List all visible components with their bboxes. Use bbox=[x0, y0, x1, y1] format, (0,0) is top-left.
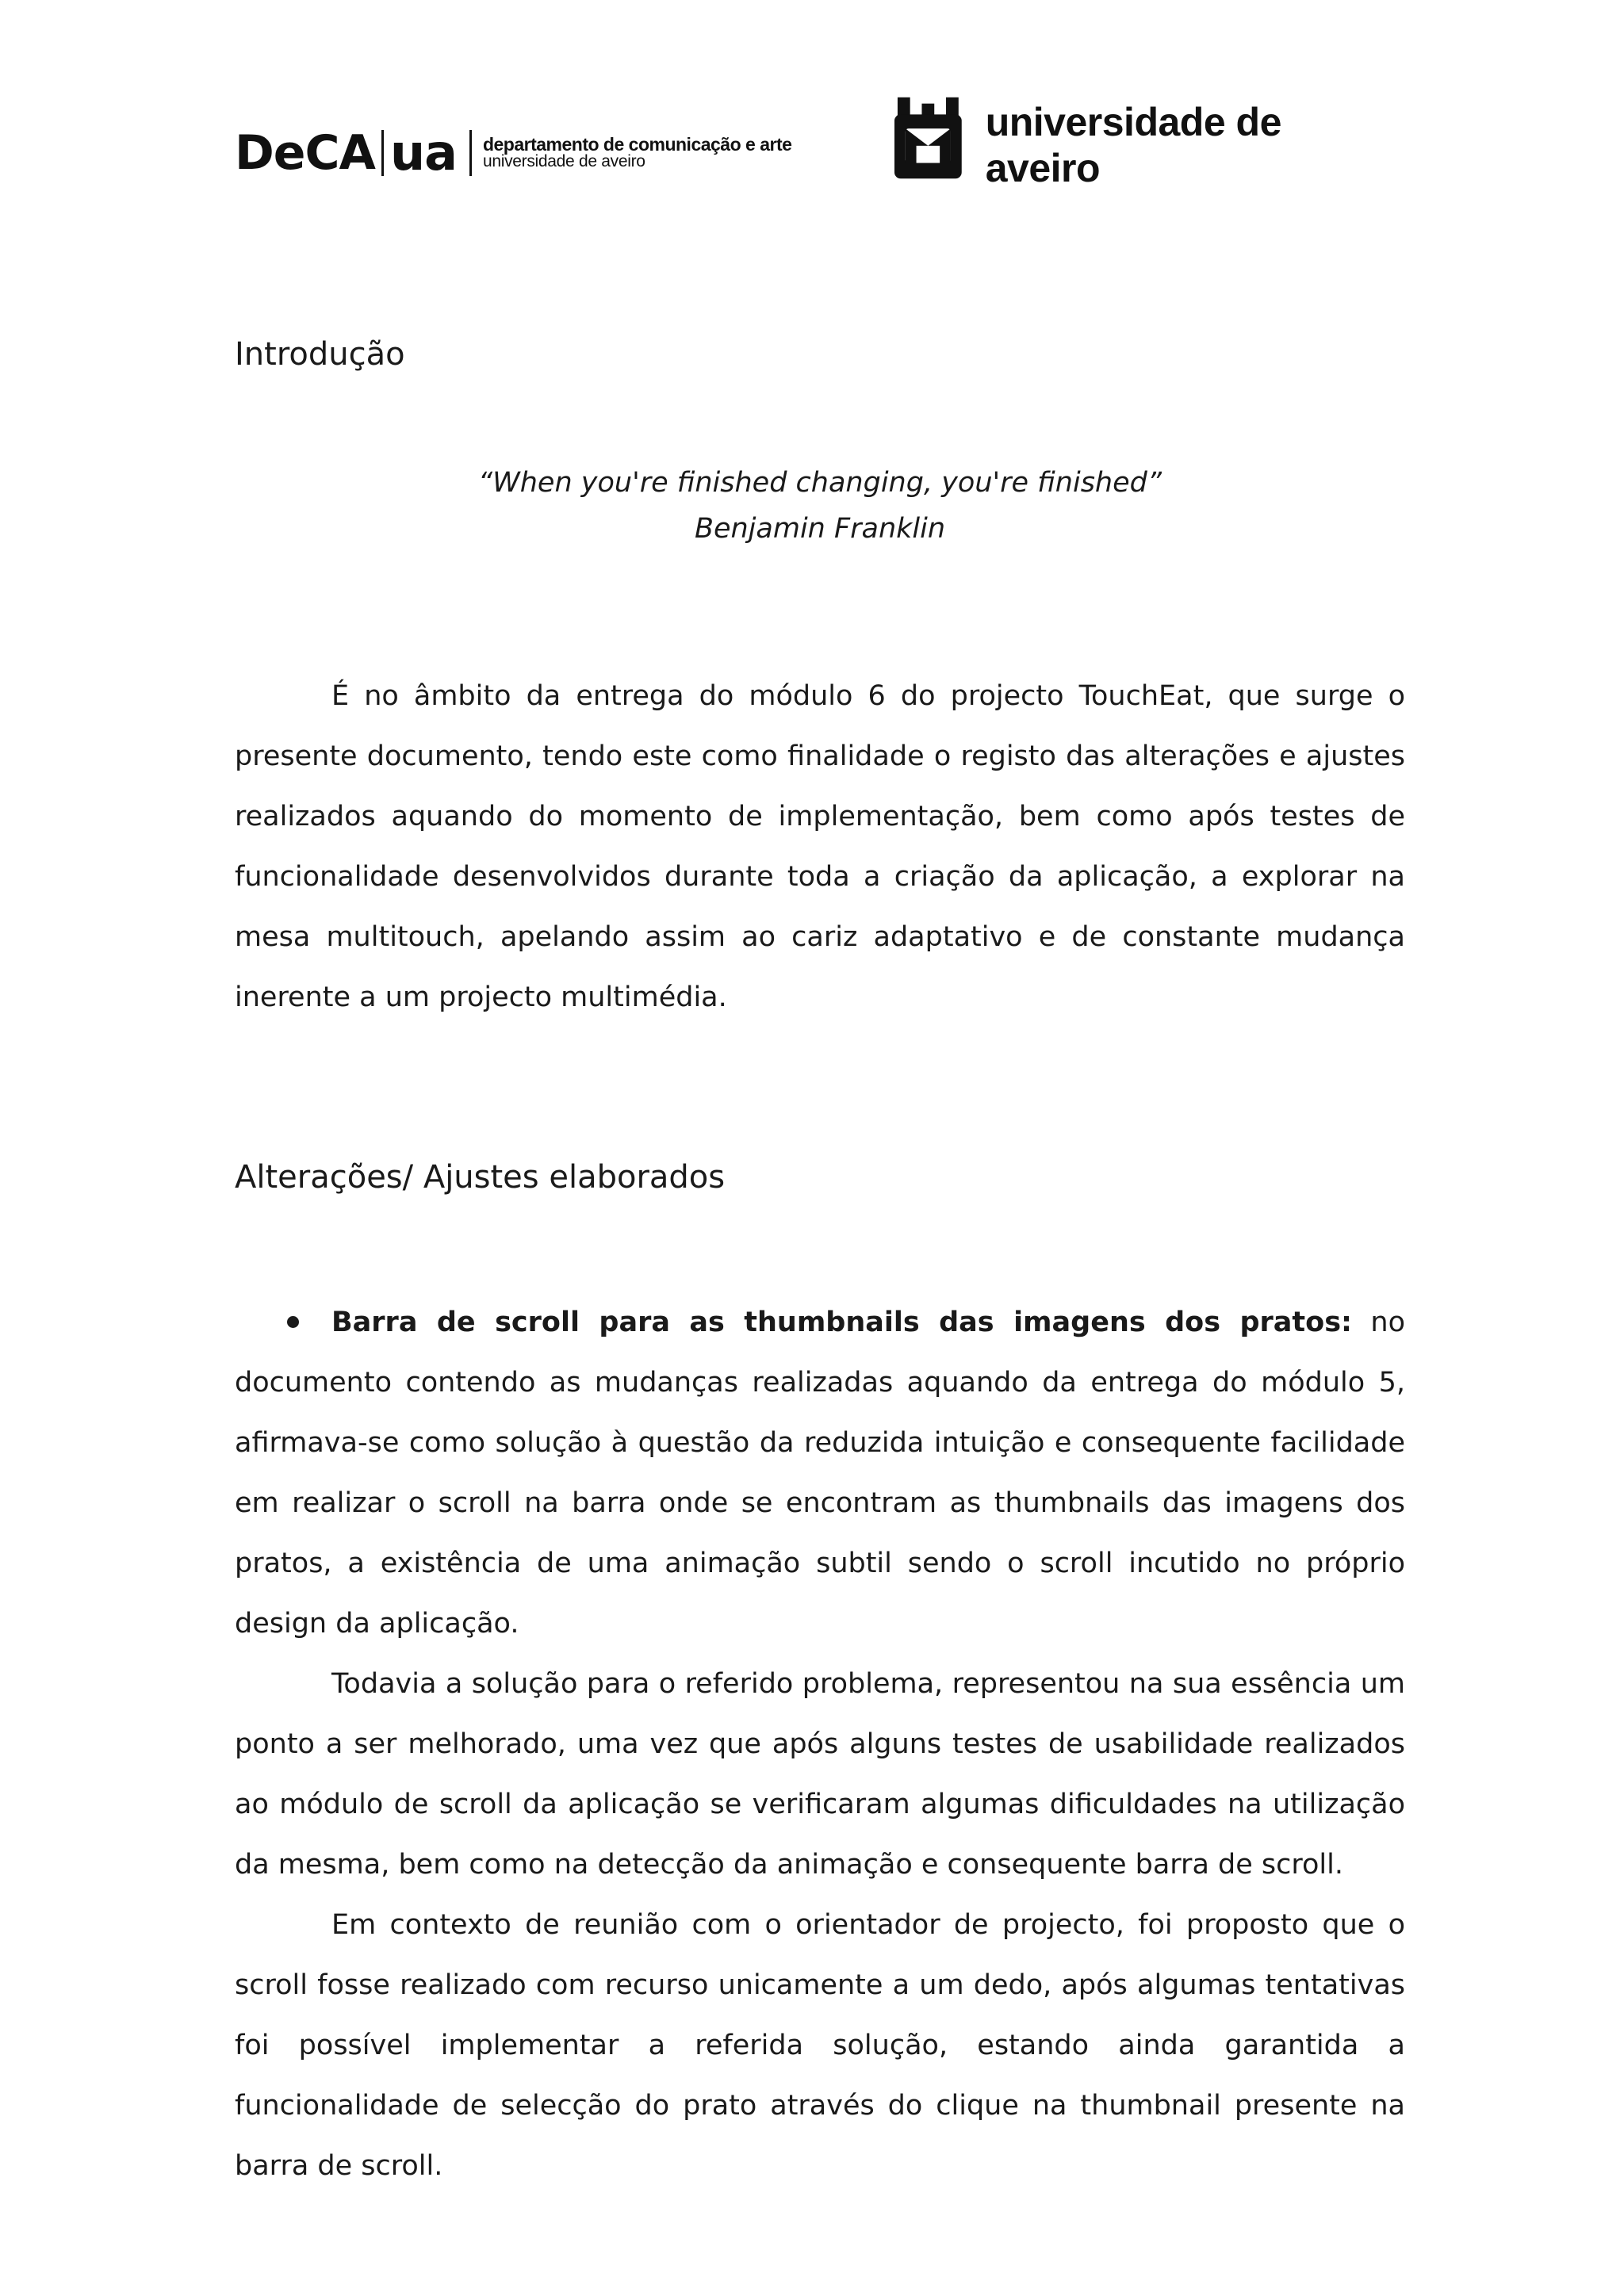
university-small-name: universidade de aveiro bbox=[482, 152, 645, 170]
deca-subtext bbox=[483, 136, 791, 170]
ua-castle-emblem-icon bbox=[893, 97, 963, 179]
university-name: universidade de aveiro bbox=[985, 100, 1281, 190]
paragraph-3: Em contexto de reunião com o orientador de projecto, foi proposto que o scroll fosse realizado com recurso unicamente a um dedo, após algumas tentativas foi possível implementar a referida solução, estando ainda garantida a funcionalidade de selecção do prato através do clique na thumbnail presente na barra de scroll. bbox=[235, 1909, 1405, 2182]
logo-divider bbox=[469, 130, 472, 176]
ua-wordmark: ua bbox=[389, 124, 457, 182]
paragraph-2: Todavia a solução para o referido problema, representou na sua essência um ponto a ser melhorado, uma vez que após alguns testes de usabilidade realizados ao módulo de scroll da aplicação se verificaram algumas dificuldades na utilização da mesma, bem como na detecção da animação e consequente barra de scroll. bbox=[235, 1668, 1405, 1881]
changes-body bbox=[235, 1292, 1405, 2196]
epigraph bbox=[235, 460, 1405, 552]
bullet-item bbox=[235, 1292, 1405, 1654]
ua-logo bbox=[893, 94, 1400, 190]
changes-heading: Alterações/ Ajustes elaborados bbox=[235, 1159, 726, 1196]
quote-author: Benjamin Franklin bbox=[694, 513, 946, 545]
intro-heading: Introdução bbox=[235, 336, 405, 373]
deca-wordmark: DeCA bbox=[235, 125, 375, 181]
bullet-icon bbox=[287, 1316, 299, 1328]
page-header bbox=[235, 94, 1400, 189]
quote-text: “When you're finished changing, you're finished” bbox=[478, 467, 1162, 499]
bullet-lead: Barra de scroll para as thumbnails das imagens dos pratos: bbox=[331, 1307, 1353, 1338]
department-name: departamento de comunicação e arte bbox=[482, 134, 792, 155]
logo-divider bbox=[381, 130, 384, 176]
deca-logo bbox=[235, 125, 791, 181]
bullet-text: no documento contendo as mudanças realizadas aquando da entrega do módulo 5, afirmava-se como solução à questão da reduzida intuição e consequente facilidade em realizar o scroll na barra onde se encontram as thumbnails das imagens dos pratos, a existência de uma animação subtil sendo o scroll incutido no próprio design da aplicação. bbox=[235, 1307, 1405, 1640]
bullet-paragraph bbox=[235, 1292, 1405, 1654]
intro-paragraph: É no âmbito da entrega do módulo 6 do projecto TouchEat, que surge o presente documento, tendo este como finalidade o registo das alterações e ajustes realizados aquando do momento de implementação, bem como após testes de funcionalidade desenvolvidos durante toda a criação da aplicação, a explorar na mesa multitouch, apelando assim ao cariz adaptativo e de constante mudança inerente a um projecto multimédia. bbox=[235, 680, 1405, 1013]
